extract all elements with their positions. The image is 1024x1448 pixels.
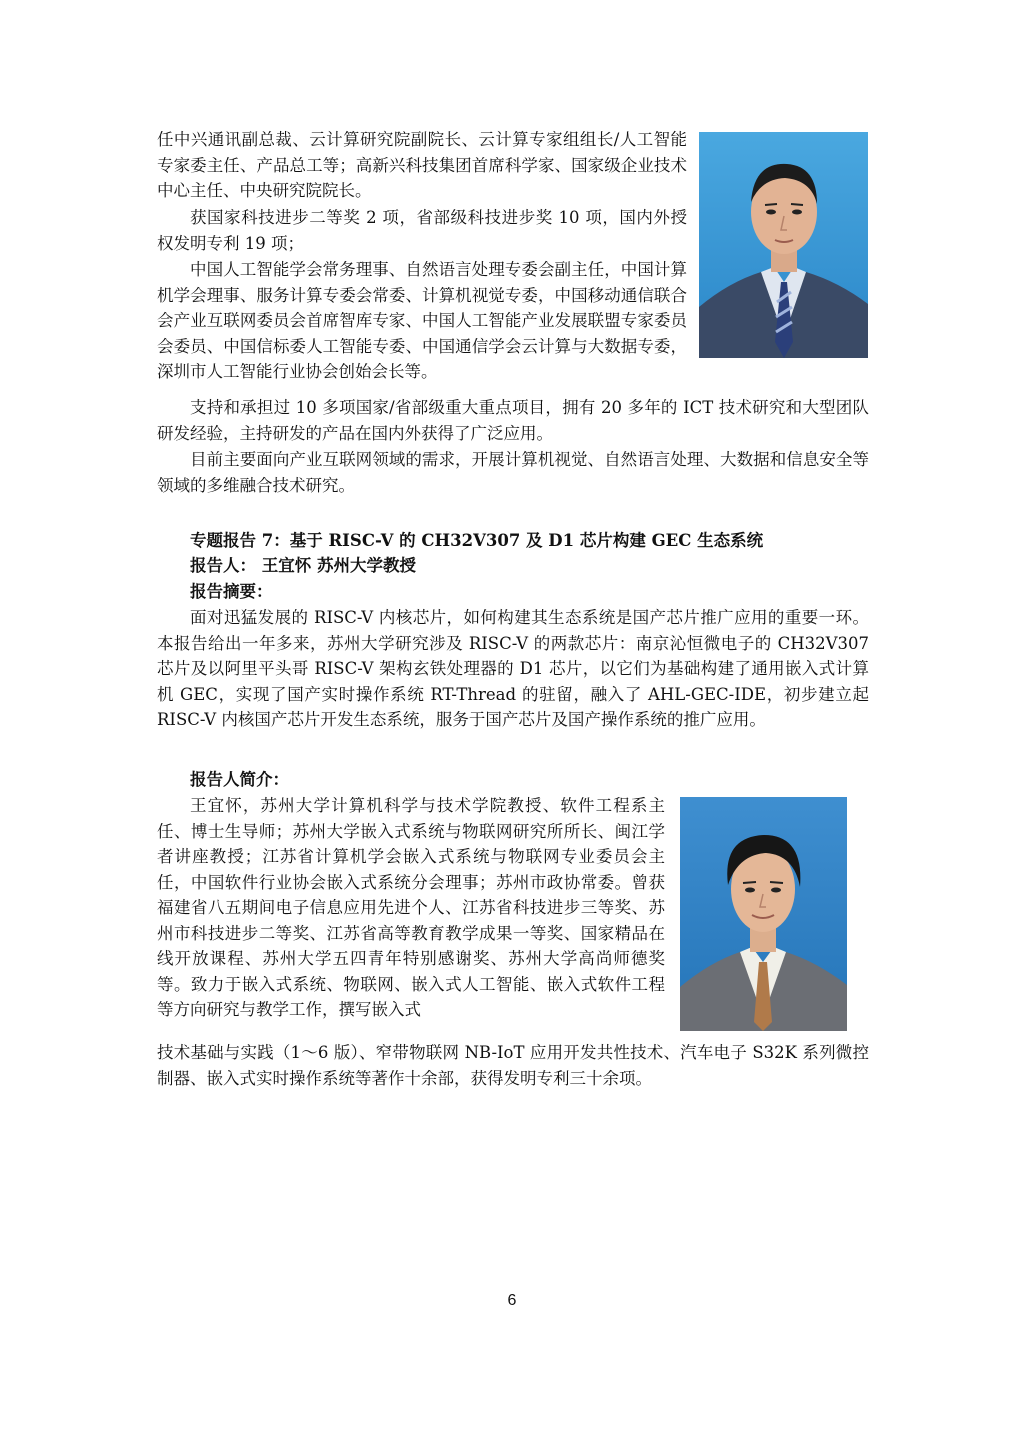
bio-paragraph-4: 支持和承担过 10 多项国家/省部级重大重点项目，拥有 20 多年的 ICT 技术研究和大型团队研发经验，主持研发的产品在国内外获得了广泛应用。 (157, 398, 869, 443)
report-speaker: 报告人： 王宜怀 苏州大学教授 (190, 556, 416, 575)
speaker-bio: 王宜怀，苏州大学计算机科学与技术学院教授、软件工程系主任、博士生导师；苏州大学嵌入式系统与物联网研究所所长、闽江学者讲座教授；江苏省计算机学会嵌入式系统与物联网专业委员会主任，中国软件行业协会嵌入式系统分会理事；苏州市政协常委。曾获福建省八五期间电子信息应用先进个人、江苏省科技进步三等奖、苏州市科技进步二等奖、江苏省高等教育教学成果一等奖、国家精品在线开放课程、苏州大学五四青年特别感谢奖、苏州大学高尚师德奖等。致力于嵌入式系统、物联网、嵌入式人工智能、嵌入式软件工程等方向研究与教学工作，撰写嵌入式 (157, 796, 665, 1019)
report-title: 专题报告 7：基于 RISC-V 的 CH32V307 及 D1 芯片构建 GEC 生态系统 (190, 531, 764, 550)
speaker-photo-2 (680, 797, 847, 1031)
portrait-image-2 (680, 797, 847, 1031)
bio-paragraph-1: 任中兴通讯副总裁、云计算研究院副院长、云计算专家组组长/人工智能专家委主任、产品总工等；高新兴科技集团首席科学家、国家级企业技术中心主任、中央研究院院长。 (157, 130, 687, 200)
page-number: 6 (507, 1292, 517, 1309)
bio-paragraph-2: 获国家科技进步二等奖 2 项，省部级科技进步奖 10 项，国内外授权发明专利 19 项； (157, 208, 687, 253)
abstract-heading: 报告摘要： (190, 582, 273, 601)
speaker-photo-1 (699, 132, 868, 358)
bio-paragraph-3: 中国人工智能学会常务理事、自然语言处理专委会副主任，中国计算机学会理事、服务计算专委会常委、计算机视觉专委，中国移动通信联合会产业互联网委员会首席智库专家、中国人工智能产业发展联盟专家委员会委员、中国信标委人工智能专委、中国通信学会云计算与大数据专委，深圳市人工智能行业协会创始会长等。 (157, 260, 687, 381)
speaker-bio-continued: 技术基础与实践（1～6 版）、窄带物联网 NB-IoT 应用开发共性技术、汽车电子 S32K 系列微控制器、嵌入式实时操作系统等著作十余部，获得发明专利三十余项。 (157, 1043, 869, 1088)
bio-paragraph-5: 目前主要面向产业互联网领域的需求，开展计算机视觉、自然语言处理、大数据和信息安全等领域的多维融合技术研究。 (157, 450, 869, 495)
abstract-text: 面对迅猛发展的 RISC-V 内核芯片，如何构建其生态系统是国产芯片推广应用的重要一环。本报告给出一年多来，苏州大学研究涉及 RISC-V 的两款芯片：南京沁恒微电子的 CH32V307 芯片及以阿里平头哥 RISC-V 架构玄铁处理器的 D1 芯片，以它们为基础构建了通用嵌入式计算机 GEC，实现了国产实时操作系统 RT-Thread 的驻留，融入了 AHL-GEC-IDE，初步建立起 RISC-V 内核国产芯片开发生态系统，服务于国产芯片及国产操作系统的推广应用。 (157, 608, 869, 729)
portrait-image (699, 132, 868, 358)
bio-heading: 报告人简介： (190, 770, 289, 789)
